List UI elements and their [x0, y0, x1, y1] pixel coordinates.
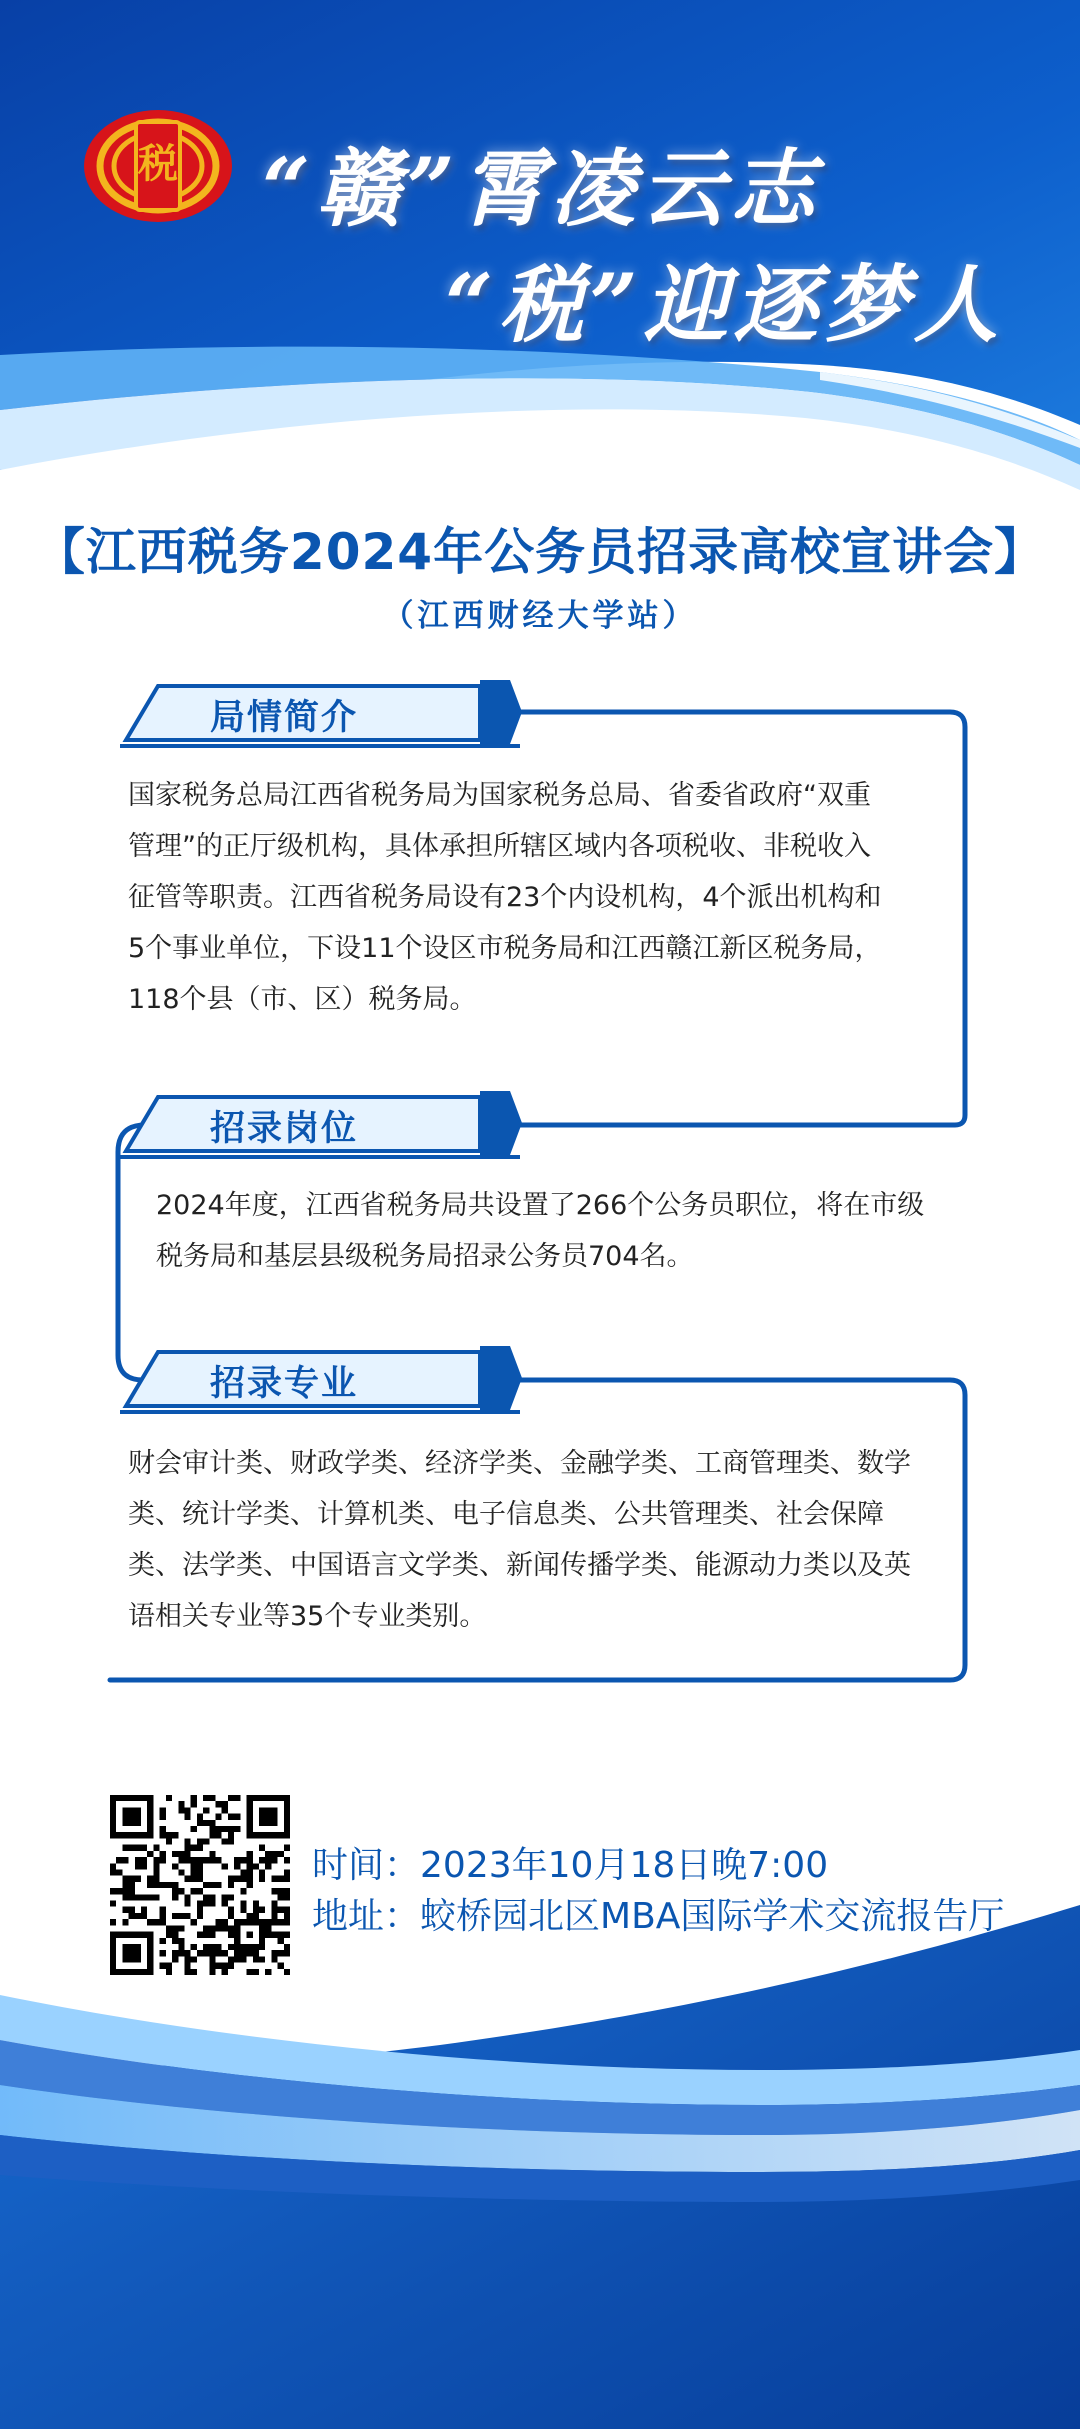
section-body-positions	[156, 1180, 956, 1282]
section-label-positions: 招录岗位	[210, 1109, 359, 1149]
intro-line-2: 管理”的正厅级机构，具体承担所辖区域内各项税收、非税收入	[128, 831, 871, 862]
intro-line-1: 国家税务总局江西省税务局为国家税务总局、省委省政府“双重	[128, 780, 871, 811]
intro-line-3: 征管等职责。江西省税务局设有23个内设机构，4个派出机构和	[128, 882, 882, 913]
positions-line-1: 2024年度，江西省税务局共设置了266个公务员职位，将在市级	[156, 1190, 925, 1221]
main-title: 【江西税务2024年公务员招录高校宣讲会】	[34, 523, 1046, 581]
event-time-label: 时间：	[312, 1845, 421, 1886]
qr-code[interactable]	[110, 1795, 290, 1975]
section-body-majors	[128, 1438, 938, 1642]
event-address-label: 地址：	[312, 1896, 421, 1937]
logo-glyph: 税	[138, 140, 178, 187]
sub-title: （江西财经大学站）	[382, 598, 698, 634]
majors-line-1: 财会审计类、财政学类、经济学类、金融学类、工商管理类、数学	[128, 1448, 911, 1479]
majors-line-4: 语相关专业等35个专业类别。	[128, 1601, 487, 1632]
slogan-line-2: “税”迎逐梦人	[445, 255, 1004, 354]
tax-logo	[82, 108, 234, 224]
section-body-intro	[128, 770, 938, 1025]
positions-line-2: 税务局和基层县级税务局招录公务员704名。	[156, 1241, 694, 1272]
slogan-line-1: “赣”霄凌云志	[262, 139, 821, 238]
majors-line-3: 类、法学类、中国语言文学类、新闻传播学类、能源动力类以及英	[128, 1550, 911, 1581]
majors-line-2: 类、统计学类、计算机类、电子信息类、公共管理类、社会保障	[128, 1499, 884, 1530]
section-label-majors: 招录专业	[210, 1364, 359, 1404]
intro-line-5: 118个县（市、区）税务局。	[128, 984, 477, 1015]
section-label-intro: 局情简介	[210, 698, 359, 738]
event-time	[312, 1837, 828, 1888]
event-address-value: 蛟桥园北区MBA国际学术交流报告厅	[420, 1896, 1005, 1937]
intro-line-4: 5个事业单位，下设11个设区市税务局和江西赣江新区税务局，	[128, 933, 882, 964]
event-address	[312, 1888, 1004, 1939]
event-time-value: 2023年10月18日晚7:00	[420, 1845, 829, 1886]
